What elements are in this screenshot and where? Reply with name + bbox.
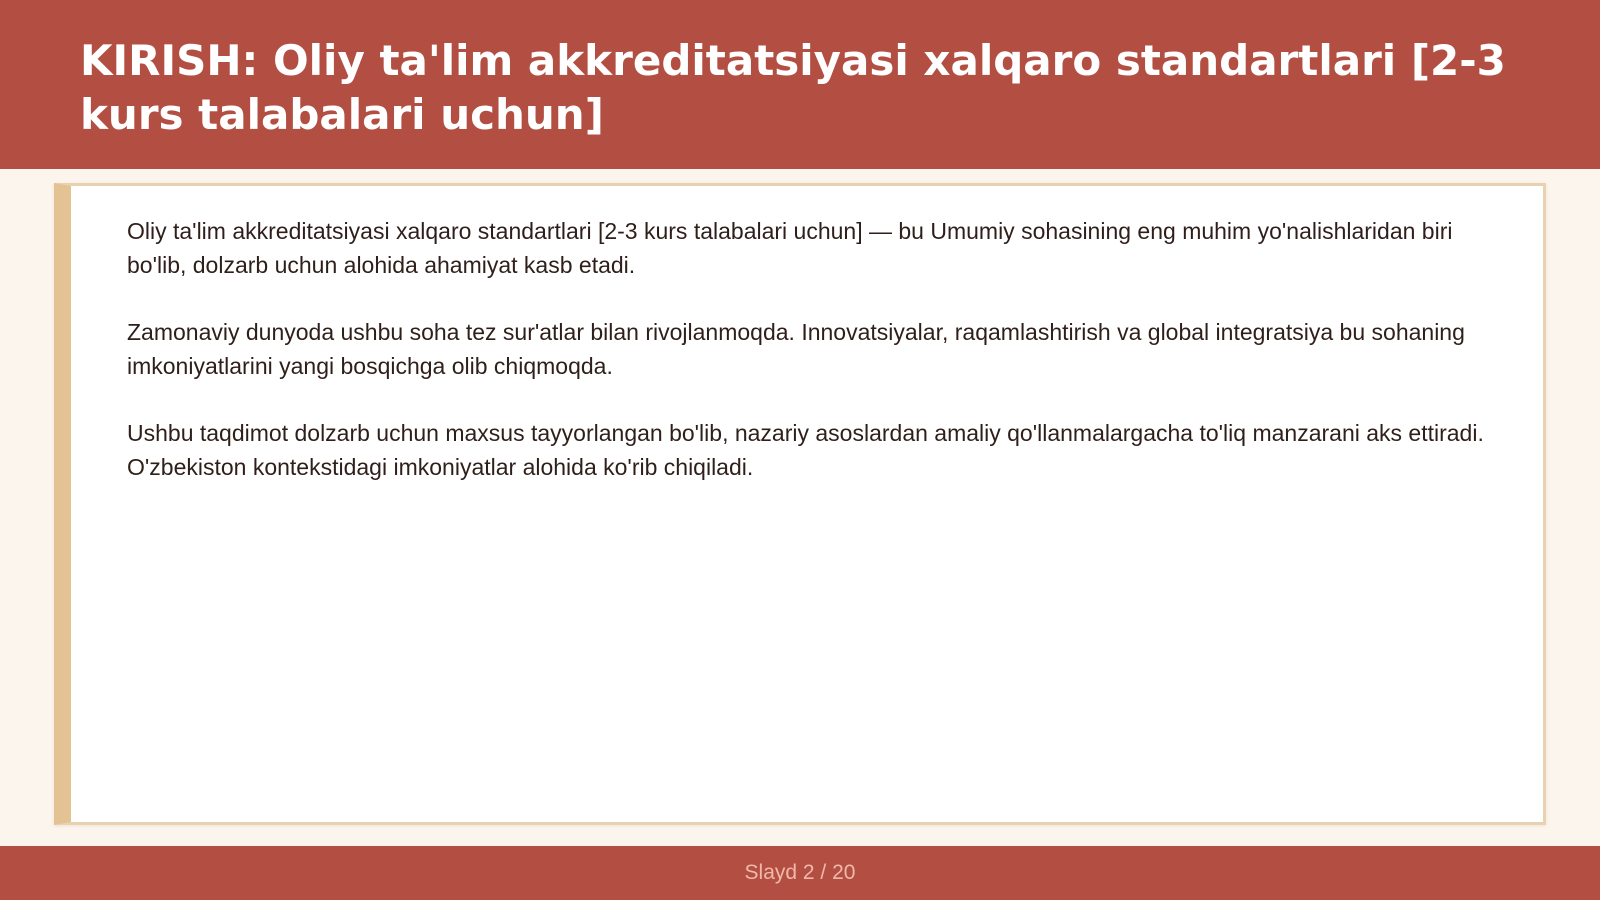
content-card xyxy=(54,183,1546,825)
slide-header xyxy=(0,0,1600,169)
slide-footer xyxy=(0,846,1600,900)
slide-title: KIRISH: Oliy ta'lim akkreditatsiyasi xalqaro standartlari [2-3 kurs talabalari uchun] xyxy=(80,36,1506,139)
slide-body-text xyxy=(127,214,1497,517)
intro-paragraph: Oliy ta'lim akkreditatsiyasi xalqaro standartlari [2-3 kurs talabalari uchun] — bu Umumiy sohasining eng muhim yo'nalishlaridan biri bo'lib, dolzarb uchun alohida ahamiyat kasb etadi. xyxy=(127,218,1453,278)
context-paragraph: Zamonaviy dunyoda ushbu soha tez sur'atlar bilan rivojlanmoqda. Innovatsiyalar, raqamlashtirish va global integratsiya bu sohaning imkoniyatlarini yangi bosqichga olib chiqmoqda. xyxy=(127,319,1465,379)
summary-paragraph: Ushbu taqdimot dolzarb uchun maxsus tayyorlangan bo'lib, nazariy asoslardan amaliy qo'llanmalargacha to'liq manzarani aks ettiradi. O'zbekiston kontekstidagi imkoniyatlar alohida ko'rib chiqiladi. xyxy=(127,420,1484,480)
slide-number: Slayd 2 / 20 xyxy=(744,861,856,884)
